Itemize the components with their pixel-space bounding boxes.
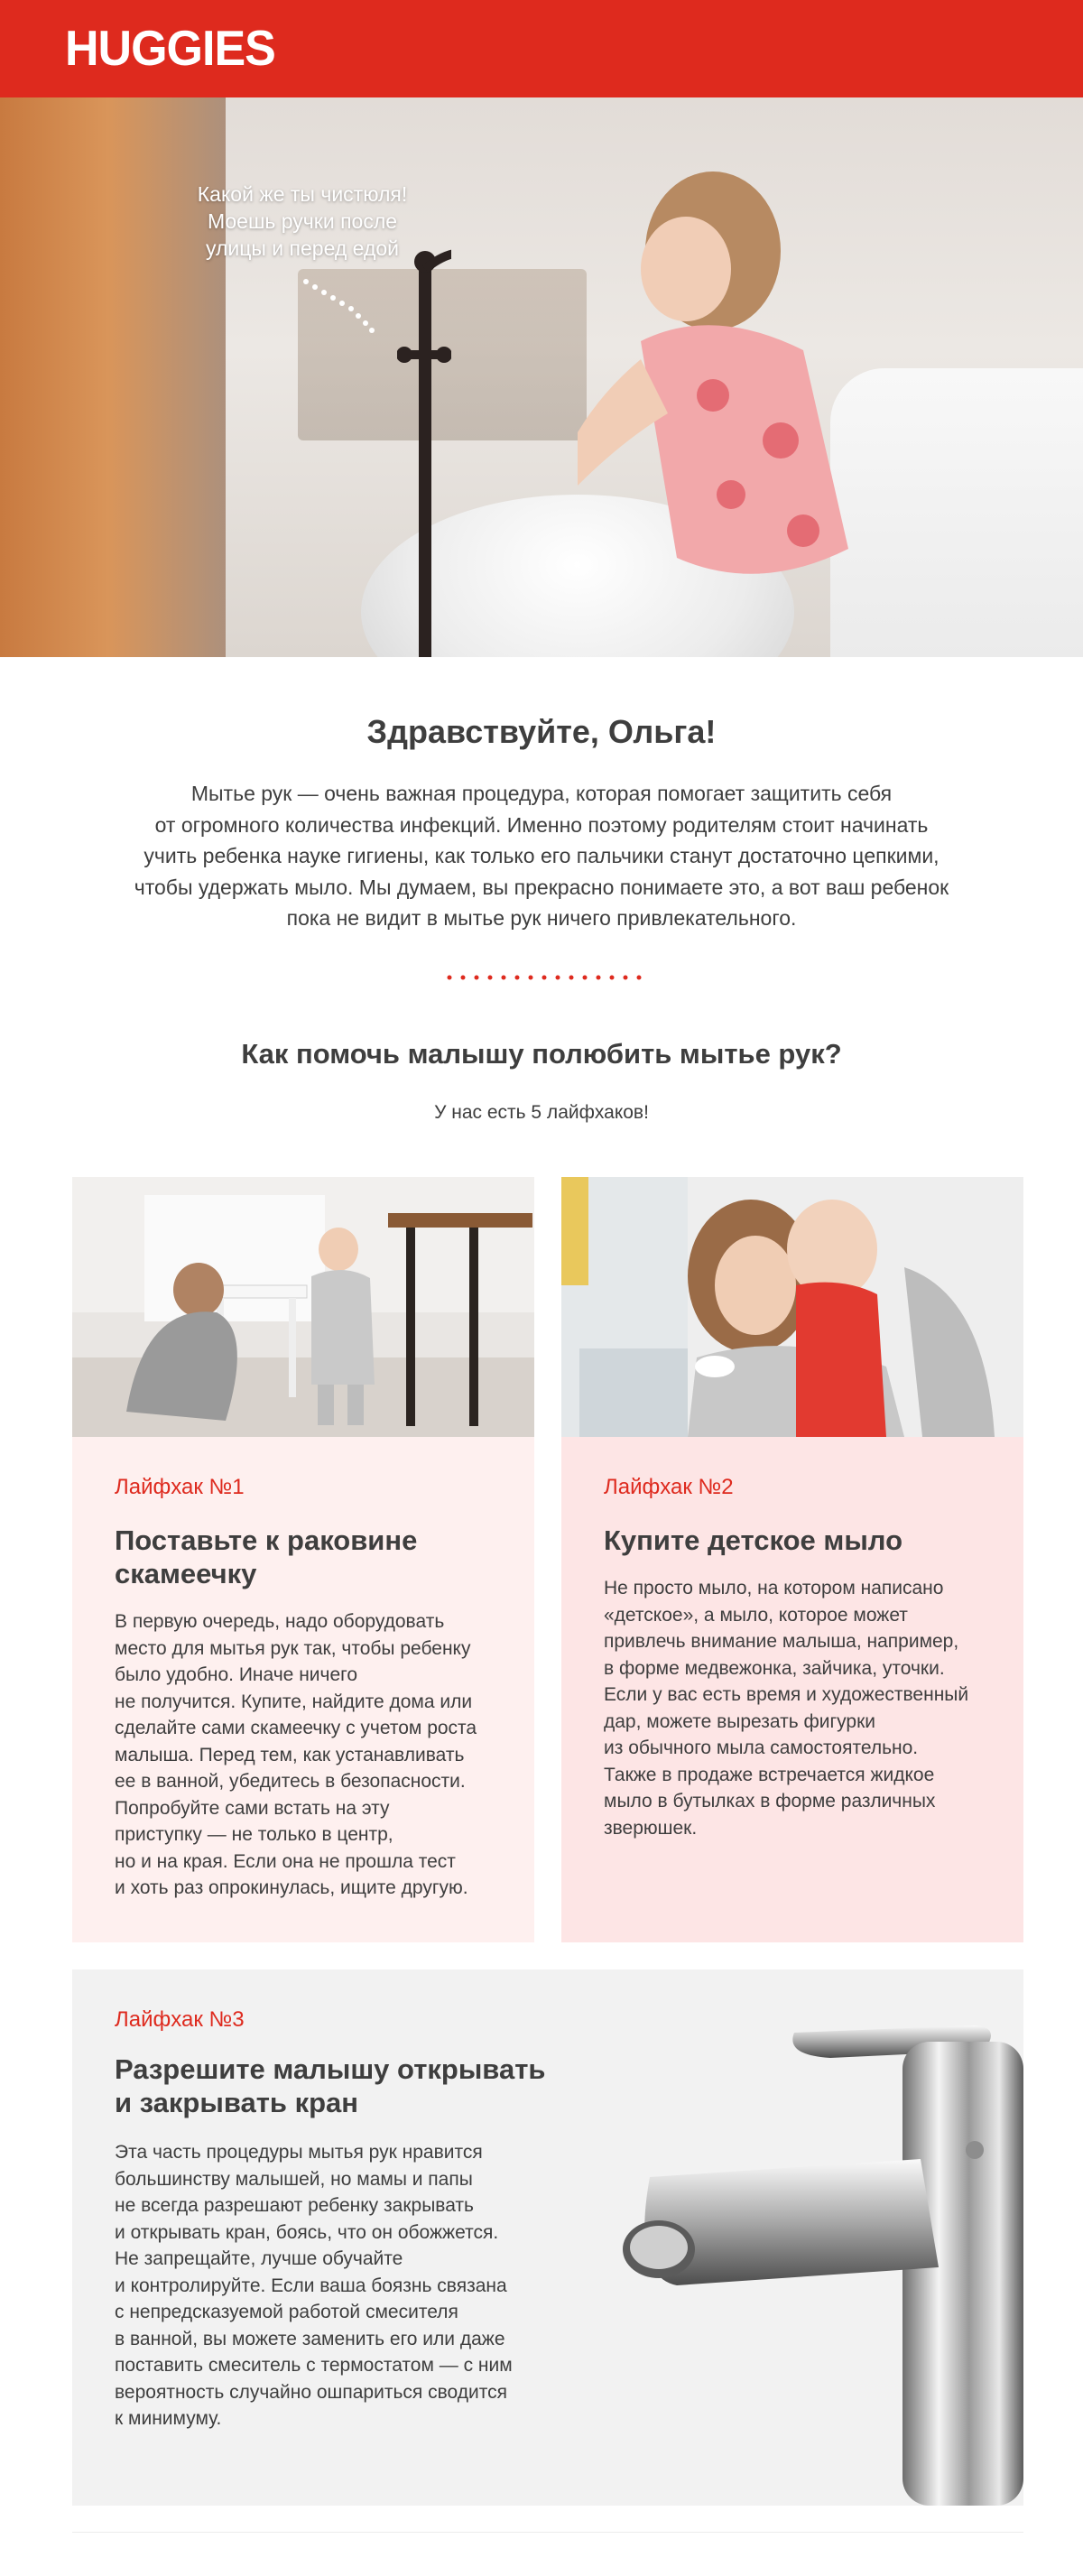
hero-caption-line: улицы и перед едой (205, 236, 400, 260)
intro-line: пока не видит в мытье рук ничего привлекательного. (286, 906, 797, 930)
section-subtitle: У нас есть 5 лайфхаков! (434, 1102, 649, 1123)
lifehack-text-line: и хоть раз опрокинулась, ищите другую. (115, 1877, 468, 1898)
lifehack-text-line: к минимуму. (115, 2408, 222, 2429)
huggies-logo[interactable]: HUGGIES (65, 21, 275, 77)
lifehack-title (115, 2052, 545, 2119)
intro-line: чтобы удержать мыло. Мы думаем, вы прекрасно понимаете это, а вот ваш ребенок (134, 875, 949, 899)
footer-divider (72, 2532, 1023, 2533)
lifehack-text-line: в ванной, вы можете заменить его или даже (115, 2328, 505, 2349)
lifehack-text-line: не получится. Купите, найдите дома или (115, 1691, 473, 1712)
lifehack-title-line: Купите детское мыло (604, 1524, 903, 1556)
lifehack-text-line: привлечь внимание малыша, например, (604, 1631, 959, 1652)
lifehack-text (115, 1608, 477, 1902)
lifehack-text-line: но и на края. Если она не прошла тест (115, 1850, 456, 1872)
lifehack-label: Лайфхак №3 (115, 2007, 245, 2032)
hero-caption (153, 181, 451, 262)
hero-caption-line: Моешь ручки после (207, 209, 398, 233)
intro-paragraph (99, 778, 984, 934)
chrome-faucet-image (560, 2015, 1023, 2506)
lifehack-text-line: и открывать кран, боясь, что он обожжется. (115, 2221, 499, 2243)
lifehack-label: Лайфхак №2 (604, 1475, 734, 1499)
hero-child-image (578, 170, 902, 657)
lifehack-text-line: Не просто мыло, на котором написано (604, 1578, 944, 1598)
lifehack-text-line: дар, можете вырезать фигурки (604, 1710, 876, 1732)
lifehack-title (604, 1524, 902, 1557)
lifehack-text-line: из обычного мыла самостоятельно. (604, 1737, 919, 1758)
lifehack-text-line: зверюшек. (604, 1817, 698, 1839)
lifehack-text-line: малыша. Перед тем, как устанавливать (115, 1744, 465, 1765)
lifehack-title-line: скамеечку (115, 1558, 257, 1589)
lifehack-title-line: Поставьте к раковине (115, 1524, 418, 1556)
lifehack-title (115, 1524, 417, 1590)
lifehack-text-line: мыло в бутылках в форме различных (604, 1791, 936, 1812)
lifehack-text-line: место для мытья рук так, чтобы ребенку (115, 1637, 471, 1659)
lifehack-text (604, 1575, 968, 1841)
lifehack-text-line: ее в ванной, убедитесь в безопасности. (115, 1771, 466, 1792)
lifehack-text-line: сделайте сами скамеечку с учетом роста (115, 1718, 477, 1738)
lifehack-label: Лайфхак №1 (115, 1475, 245, 1499)
lifehack-text-line: Не запрещайте, лучше обучайте (115, 2248, 403, 2269)
lifehack-text-line: поставить смеситель с термостатом — с ним (115, 2355, 513, 2376)
dotted-divider (446, 973, 644, 982)
mother-baby-washing-photo (561, 1177, 1023, 1437)
lifehack-text-line: вероятность случайно ошпариться сводится (115, 2381, 507, 2403)
lifehack-card-3 (72, 1969, 1023, 2506)
lifehack-text-line: не всегда разрешают ребенку закрывать (115, 2195, 474, 2216)
section-title: Как помочь малышу полюбить мытье рук? (241, 1038, 842, 1070)
lifehack-text-line: Также в продаже встречается жидкое (604, 1764, 935, 1785)
intro-line: учить ребенка науке гигиены, как только его пальчики станут достаточно цепкими, (143, 844, 940, 867)
lifehack-title-line: и закрывать кран (115, 2087, 358, 2118)
hero-banner (0, 97, 1083, 657)
hero-caption-line: Какой же ты чистюля! (197, 182, 408, 206)
lifehack-text-line: Если у вас есть время и художественный (604, 1684, 969, 1705)
mother-baby-stool-photo (72, 1177, 534, 1437)
lifehack-card-1 (72, 1177, 534, 1942)
lifehack-text-line: «детское», а мыло, которое может (604, 1604, 908, 1626)
greeting-heading: Здравствуйте, Ольга! (366, 713, 717, 750)
intro-line: от огромного количества инфекций. Именно поэтому родителям стоит начинать (154, 812, 929, 837)
lifehack-text-line: в форме медвежонка, зайчика, уточки. (604, 1657, 945, 1679)
lifehack-text-line: с непредсказуемой работой смесителя (115, 2302, 458, 2322)
lifehack-text-line: Попробуйте сами встать на эту (115, 1797, 390, 1819)
lifehack-text-line: Эта часть процедуры мытья рук нравится (115, 2142, 483, 2163)
lifehack-text-line: приступку — не только в центр, (115, 1824, 393, 1845)
hero-dotted-arrow (302, 278, 411, 350)
lifehack-text-line: В первую очередь, надо оборудовать (115, 1611, 445, 1632)
lifehack-text-line: большинству малышей, но мамы и папы (115, 2168, 473, 2190)
lifehack-text (115, 2139, 513, 2432)
lifehack-text-line: и контролируйте. Если ваша боязнь связана (115, 2275, 507, 2296)
lifehack-title-line: Разрешите малышу открывать (115, 2053, 546, 2085)
email-header (0, 0, 1083, 97)
intro-line: Мытье рук — очень важная процедура, которая помогает защитить себя (190, 782, 893, 805)
lifehack-text-line: было удобно. Иначе ничего (115, 1664, 358, 1685)
lifehack-card-2 (561, 1177, 1023, 1942)
